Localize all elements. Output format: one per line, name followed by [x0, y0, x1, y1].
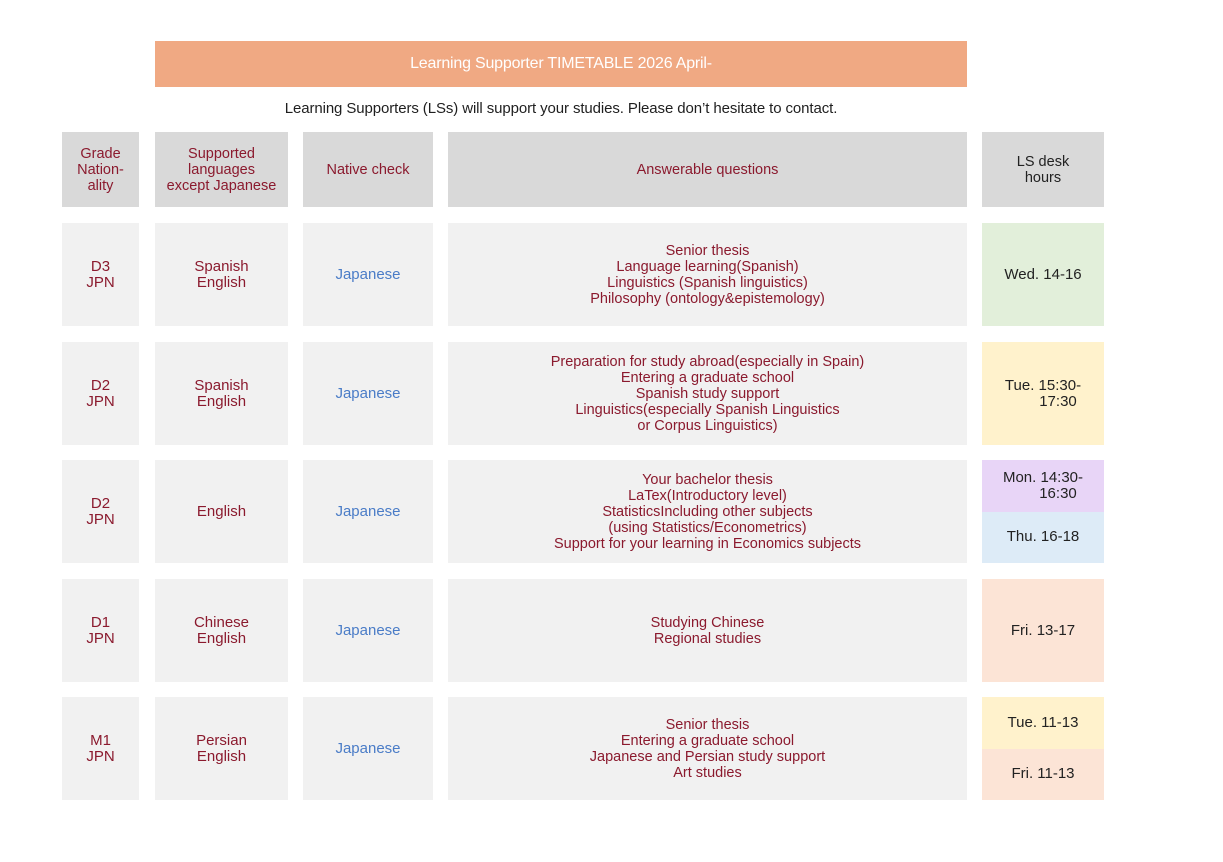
native-check-cell: [303, 342, 433, 445]
question-text: StatisticsIncluding other subjects: [602, 503, 813, 520]
desk-hours-text: Tue. 15:30-: [1004, 376, 1082, 394]
desk-hours-text: 16:30: [1039, 484, 1077, 502]
answerable-questions-cell: [448, 223, 967, 326]
question-text: Language learning(Spanish): [616, 258, 799, 275]
header-text: Supported: [188, 145, 255, 162]
language-text: Spanish: [194, 376, 249, 394]
grade-text: M1: [90, 731, 111, 749]
question-text: Regional studies: [653, 630, 762, 647]
language-text: Persian: [196, 731, 247, 749]
ls-desk-hours-cell: [982, 697, 1104, 749]
language-text: English: [196, 392, 247, 410]
answerable-questions-cell: [448, 342, 967, 445]
header-grade-nationality: [62, 132, 139, 207]
grade-text: D1: [90, 613, 111, 631]
language-text: English: [196, 502, 247, 520]
ls-desk-hours-cell: [982, 223, 1104, 326]
grade-nationality-cell: [62, 223, 139, 326]
language-text: English: [196, 273, 247, 291]
question-text: Art studies: [673, 764, 742, 781]
desk-hours-text: Mon. 14:30-: [1002, 468, 1084, 486]
question-text: Linguistics(especially Spanish Linguistics: [575, 401, 840, 418]
grade-text: D2: [90, 376, 111, 394]
desk-hours-text: Fri. 11-13: [1011, 765, 1075, 783]
native-check-cell: [303, 223, 433, 326]
header-text: Nation-: [77, 161, 124, 178]
language-text: Spanish: [194, 257, 249, 275]
answerable-questions-cell: [448, 697, 967, 800]
question-text: Linguistics (Spanish linguistics): [607, 274, 808, 291]
question-text: Support for your learning in Economics subjects: [553, 535, 862, 552]
answerable-questions-cell: [448, 579, 967, 682]
supported-languages-cell: [155, 697, 288, 800]
ls-desk-hours-cell: [982, 579, 1104, 682]
question-text: Your bachelor thesis: [642, 471, 773, 488]
desk-hours-text: Thu. 16-18: [1006, 528, 1080, 546]
desk-hours-text: Wed. 14-16: [1004, 265, 1082, 283]
header-text: ality: [87, 177, 114, 194]
native-check-cell: [303, 697, 433, 800]
supported-languages-cell: [155, 342, 288, 445]
question-text: Senior thesis: [665, 242, 750, 259]
grade-nationality-cell: [62, 460, 139, 563]
grade-nationality-cell: [62, 579, 139, 682]
ls-desk-hours-cell: [982, 512, 1104, 564]
native-language-text: Japanese: [335, 502, 401, 520]
header-ls-desk-hours: [982, 132, 1104, 207]
grade-nationality-cell: [62, 342, 139, 445]
grade-text: D2: [90, 494, 111, 512]
question-text: Studying Chinese: [650, 614, 765, 631]
desk-hours-text: Tue. 11-13: [1007, 713, 1079, 731]
ls-desk-hours-cell: [982, 749, 1104, 801]
language-text: English: [196, 629, 247, 647]
supported-languages-cell: [155, 223, 288, 326]
header-text: LS desk: [1016, 153, 1070, 170]
header-answerable-questions: [448, 132, 967, 207]
grade-nationality-cell: [62, 697, 139, 800]
timetable-subtitle: Learning Supporters (LSs) will support your studies. Please don’t hesitate to contact.: [284, 100, 838, 117]
supported-languages-cell: [155, 460, 288, 563]
question-text: LaTex(Introductory level): [628, 487, 787, 504]
header-text: Grade: [80, 145, 121, 162]
answerable-questions-cell: [448, 460, 967, 563]
desk-hours-text: Fri. 13-17: [1010, 621, 1076, 639]
supported-languages-cell: [155, 579, 288, 682]
question-text: or Corpus Linguistics): [637, 417, 778, 434]
question-text: Japanese and Persian study support: [589, 748, 826, 765]
nationality-text: JPN: [86, 392, 115, 410]
native-language-text: Japanese: [335, 621, 401, 639]
question-text: Entering a graduate school: [620, 732, 795, 749]
grade-text: D3: [90, 257, 111, 275]
ls-desk-hours-cell: [982, 460, 1104, 512]
nationality-text: JPN: [86, 747, 115, 765]
header-text: Answerable questions: [636, 161, 779, 178]
question-text: (using Statistics/Econometrics): [608, 519, 807, 536]
header-text: except Japanese: [166, 177, 277, 194]
language-text: Chinese: [193, 613, 250, 631]
timetable-title-banner: [155, 41, 967, 87]
native-check-cell: [303, 460, 433, 563]
nationality-text: JPN: [86, 629, 115, 647]
question-text: Senior thesis: [665, 716, 750, 733]
question-text: Preparation for study abroad(especially in Spain): [550, 353, 865, 370]
question-text: Entering a graduate school: [620, 369, 795, 386]
nationality-text: JPN: [86, 510, 115, 528]
language-text: English: [196, 747, 247, 765]
timetable-title: Learning Supporter TIMETABLE 2026 April-: [410, 55, 712, 72]
nationality-text: JPN: [86, 273, 115, 291]
native-language-text: Japanese: [335, 739, 401, 757]
question-text: Philosophy (ontology&epistemology): [590, 290, 825, 307]
header-supported-languages: [155, 132, 288, 207]
native-language-text: Japanese: [335, 384, 401, 402]
header-text: hours: [1024, 169, 1062, 186]
ls-desk-hours-cell: [982, 342, 1104, 445]
header-text: Native check: [326, 161, 410, 178]
native-check-cell: [303, 579, 433, 682]
header-native-check: [303, 132, 433, 207]
desk-hours-text: 17:30: [1039, 392, 1077, 410]
native-language-text: Japanese: [335, 265, 401, 283]
question-text: Spanish study support: [635, 385, 780, 402]
header-text: languages: [188, 161, 255, 178]
